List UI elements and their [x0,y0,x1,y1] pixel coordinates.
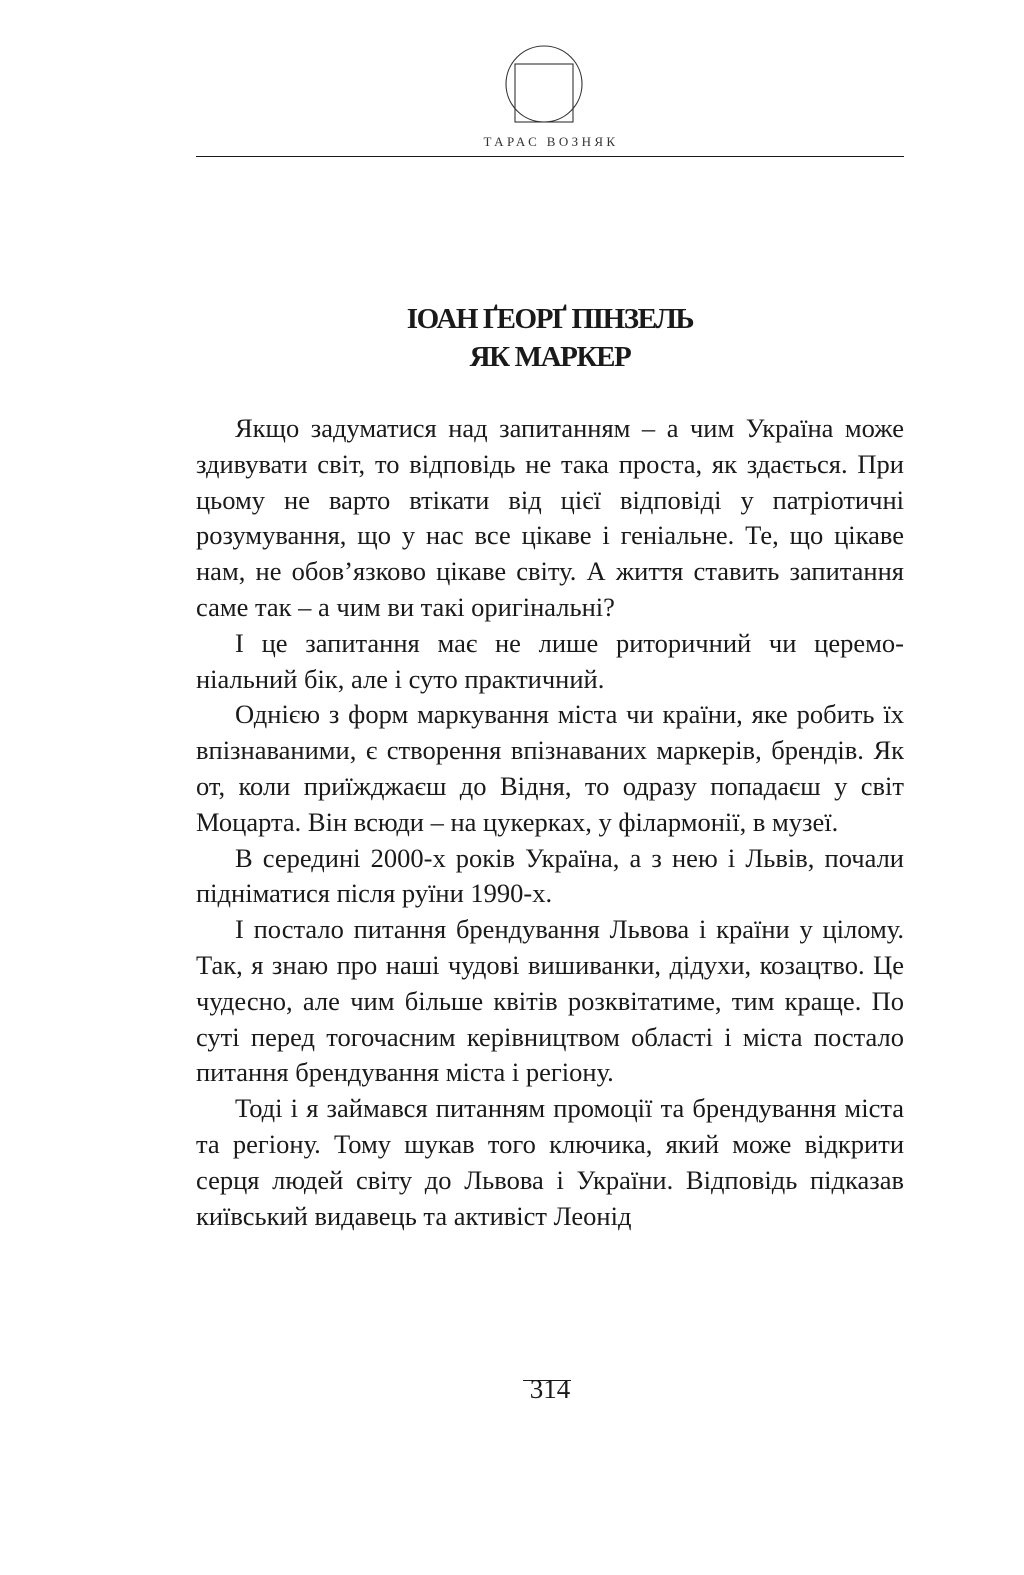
running-head: ТАРАС ВОЗНЯК [483,134,619,149]
paragraph: Якщо задуматися над запитанням – а чим Україна може здивувати світ, то відповідь не така проста, як здається. При цьому не варто втікати від цієї відповіді у патріотичні розумування, що у нас все цікаве і геніальне. Те, що цікаве нам, не обов’язково цікаве світу. А життя ставить запитання саме так – а чим ви такі оригінальні? [196,413,904,622]
chapter-title-line-2: ЯК МАРКЕР [469,341,631,373]
chapter-title [196,300,904,376]
header-divider [196,156,904,157]
paragraph: В середині 2000-х років Україна, а з нею і Львів, почали підніматися після руїни 1990-х. [196,842,904,909]
paragraph: Однією з форм маркування міста чи країни, яке робить їх впізнаваними, є створення впізнаваних маркерів, брендів. Як от, коли приїжджаєш до Відня, то одразу попадаєш у світ Моцарта. Він всюди – на цукерках, у філармонії, в музеї. [196,699,904,837]
paragraph: І це запитання має не лише риторичний чи церемоніальний бік, але і суто практичний. [196,627,904,694]
paragraph: Тоді і я займався питанням промоції та брендування міста та регіону. Тому шукав того ключика, який може відкрити серця людей світу до Львова і України. Відповідь підказав київський видавець та активіст Леонід [196,1093,904,1231]
body-text [196,411,904,1234]
page-number: 314 [529,1374,571,1404]
publisher-logo-icon [504,44,584,124]
chapter-title-line-1: ІОАН ҐЕОРҐ ПІНЗЕЛЬ [406,303,694,335]
paragraph: І постало питання брендування Львова і країни у цілому. Так, я знаю про наші чудові вишиванки, дідухи, козацтво. Це чудесно, але чим більше квітів розквітатиме, тим краще. По суті перед тогочасним керівництвом області і міста постало питання брендування міста і регіону. [196,914,904,1088]
